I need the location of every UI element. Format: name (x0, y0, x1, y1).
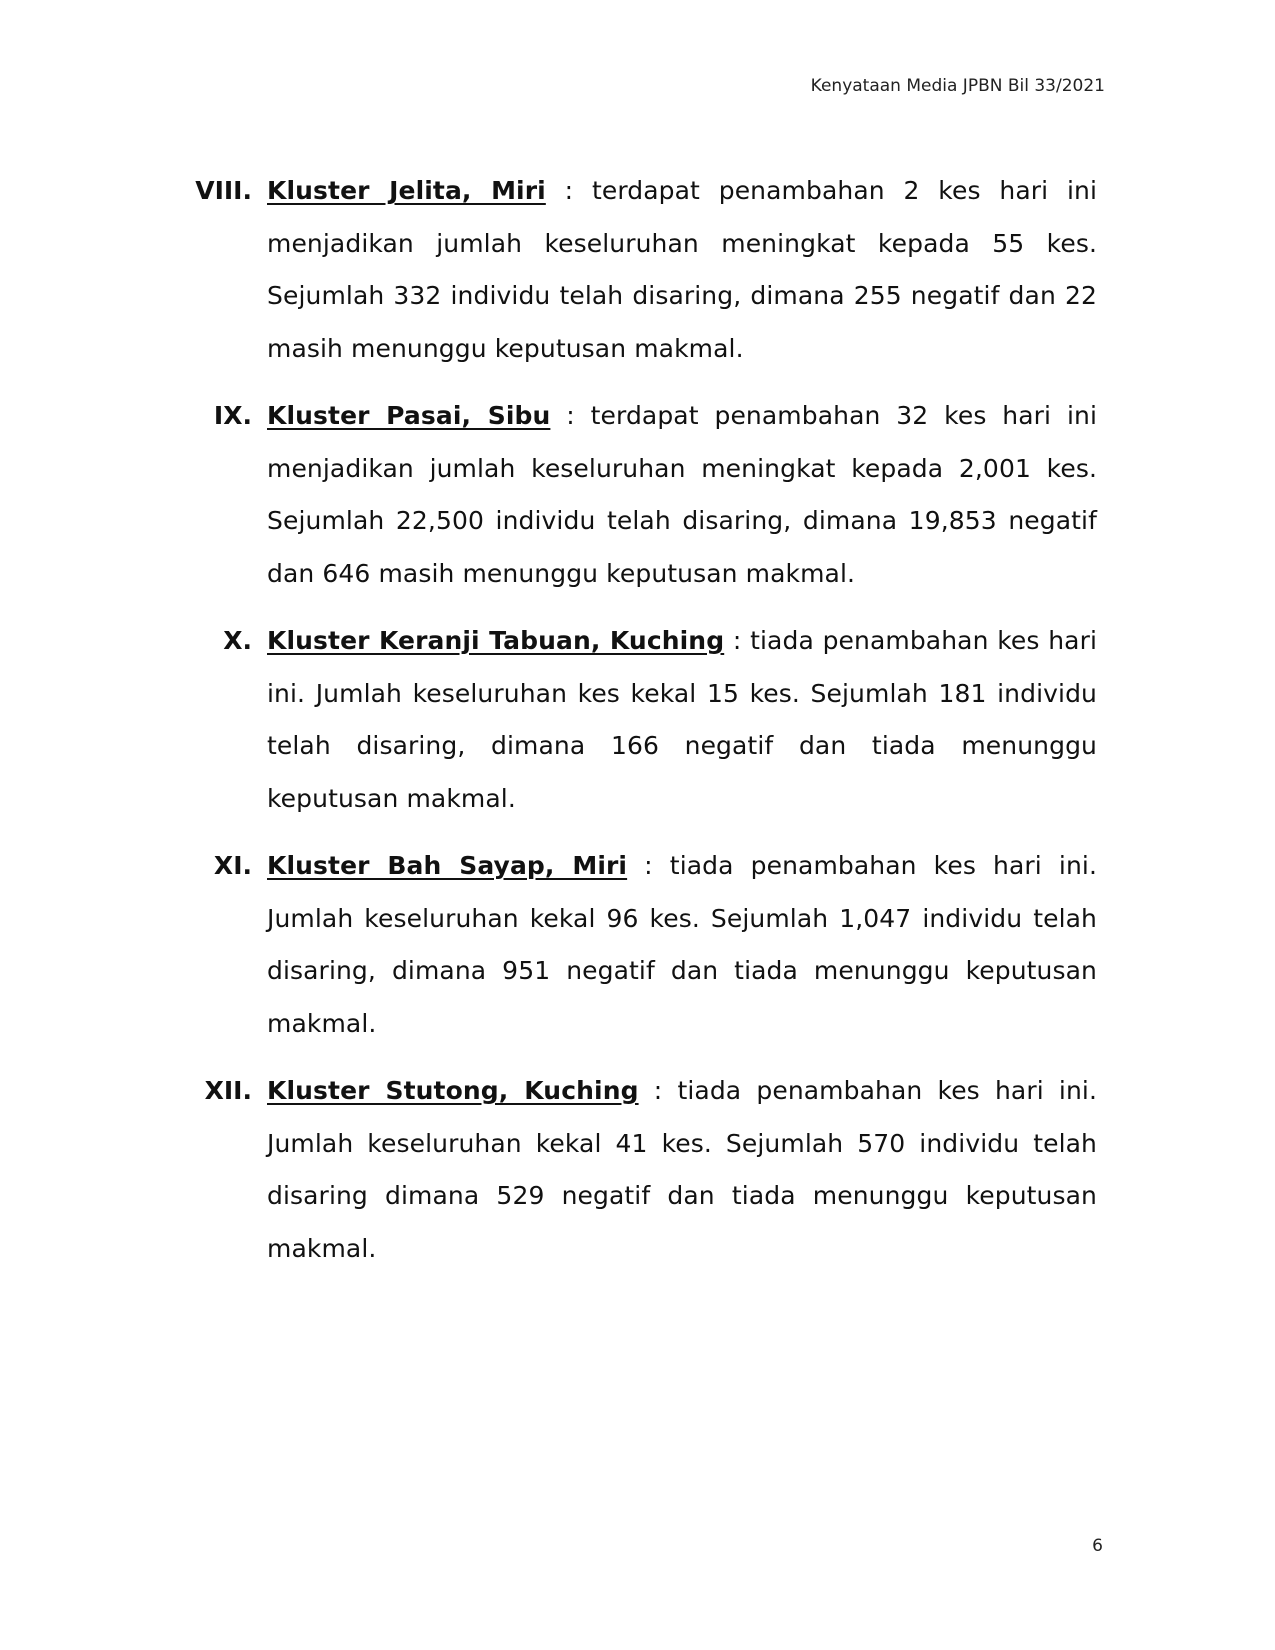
cluster-description: : tiada penambahan kes hari ini. Jumlah keseluruhan kes kekal 15 kes. Sejumlah 181 individu telah disaring, dimana 166 negatif dan tiada menunggu keputusan makmal. (267, 626, 1097, 813)
cluster-description: : tiada penambahan kes hari ini. Jumlah keseluruhan kekal 96 kes. Sejumlah 1,047 individu telah disaring, dimana 951 negatif dan tiada menunggu keputusan makmal. (267, 851, 1097, 1038)
cluster-name: Kluster Jelita, Miri (267, 176, 546, 205)
item-numeral: XI. (213, 851, 252, 880)
cluster-item (0, 1065, 1275, 1275)
page-number: 6 (1092, 1536, 1103, 1556)
item-numeral: XII. (204, 1076, 252, 1105)
cluster-name: Kluster Keranji Tabuan, Kuching (267, 626, 725, 655)
cluster-item (0, 390, 1275, 600)
cluster-name: Kluster Bah Sayap, Miri (267, 851, 628, 880)
item-numeral: X. (223, 626, 252, 655)
cluster-description: : terdapat penambahan 2 kes hari ini menjadikan jumlah keseluruhan meningkat kepada 55 kes. Sejumlah 332 individu telah disaring, dimana 255 negatif dan 22 masih menunggu keputusan makmal. (267, 176, 1097, 363)
cluster-list (0, 165, 1275, 1290)
page-header: Kenyataan Media JPBN Bil 33/2021 (810, 76, 1105, 96)
cluster-name: Kluster Stutong, Kuching (267, 1076, 639, 1105)
cluster-name: Kluster Pasai, Sibu (267, 401, 551, 430)
item-paragraph (267, 390, 1097, 600)
cluster-item (0, 615, 1275, 825)
item-paragraph (267, 615, 1097, 825)
cluster-description: : tiada penambahan kes hari ini. Jumlah keseluruhan kekal 41 kes. Sejumlah 570 individu telah disaring dimana 529 negatif dan tiada menunggu keputusan makmal. (267, 1076, 1097, 1263)
cluster-item (0, 840, 1275, 1050)
item-paragraph (267, 165, 1097, 375)
item-paragraph (267, 1065, 1097, 1275)
item-numeral: IX. (213, 401, 252, 430)
item-numeral: VIII. (195, 176, 252, 205)
item-paragraph (267, 840, 1097, 1050)
cluster-description: : terdapat penambahan 32 kes hari ini menjadikan jumlah keseluruhan meningkat kepada 2,001 kes. Sejumlah 22,500 individu telah disaring, dimana 19,853 negatif dan 646 masih menunggu keputusan makmal. (267, 401, 1097, 588)
cluster-item (0, 165, 1275, 375)
